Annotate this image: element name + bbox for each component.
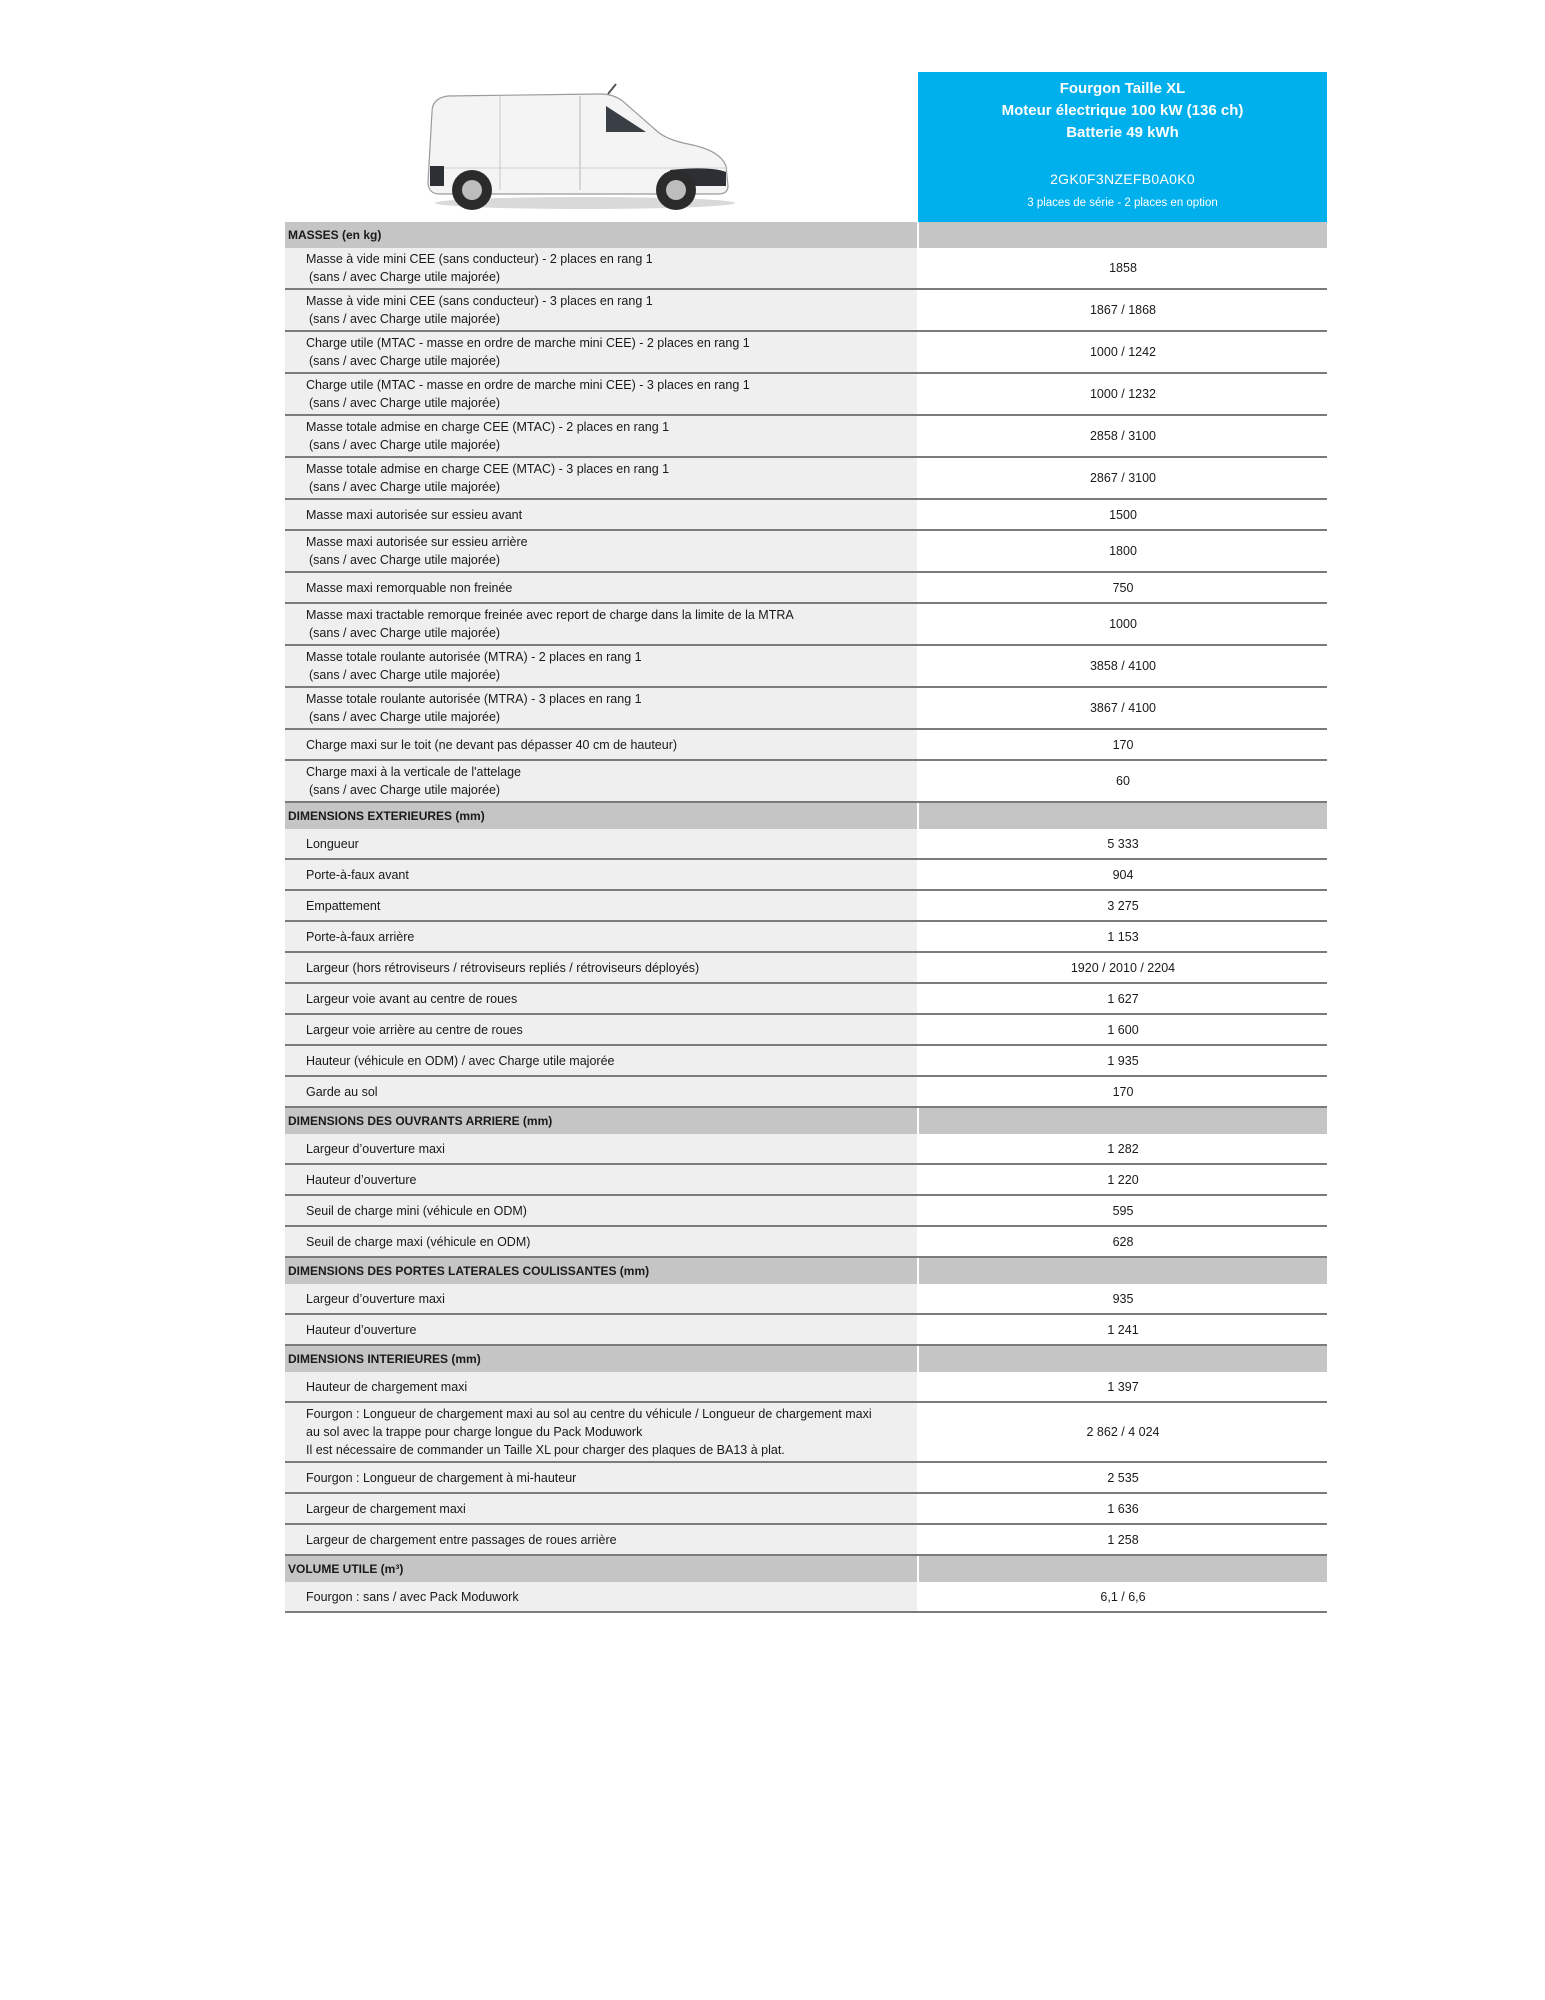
spec-value: 1 636 [918, 1493, 1327, 1524]
spec-row [285, 572, 1327, 603]
spec-value: 1867 / 1868 [918, 289, 1327, 331]
section-header [285, 1257, 1327, 1284]
version-title: Fourgon Taille XL [1059, 80, 1186, 97]
spec-value: 2867 / 3100 [918, 457, 1327, 499]
spec-row [285, 415, 1327, 457]
spec-row [285, 1226, 1327, 1257]
spec-label: Largeur voie arrière au centre de roues [306, 1022, 523, 1037]
spec-value: 935 [918, 1284, 1327, 1314]
spec-label: Masse totale roulante autorisée (MTRA) - 3 places en rang 1 [306, 692, 642, 706]
spec-row [285, 687, 1327, 729]
spec-label: Empattement [306, 898, 381, 913]
spec-label-cell [285, 687, 918, 729]
spec-label-cell [285, 921, 918, 952]
spec-label-cell [285, 1284, 918, 1314]
spec-label-cell [285, 373, 918, 415]
spec-label: Charge utile (MTAC - masse en ordre de marche mini CEE) - 2 places en rang 1 [306, 336, 750, 350]
spec-label-cell [285, 1164, 918, 1195]
spec-value: 1 282 [918, 1134, 1327, 1164]
spec-row [285, 1524, 1327, 1555]
spec-label-cell [285, 1045, 918, 1076]
section-value-cell [918, 802, 1327, 829]
spec-value: 3867 / 4100 [918, 687, 1327, 729]
spec-row [285, 1372, 1327, 1402]
spec-value: 60 [918, 760, 1327, 802]
spec-label: Largeur voie avant au centre de roues [306, 991, 518, 1006]
spec-row [285, 1195, 1327, 1226]
spec-label: Fourgon : Longueur de chargement maxi au sol au centre du véhicule / Longueur de chargement maxi [306, 1407, 872, 1421]
section-title: MASSES (en kg) [285, 222, 918, 248]
section-value-cell [918, 1345, 1327, 1372]
section-value-cell [918, 1107, 1327, 1134]
spec-row [285, 983, 1327, 1014]
spec-row [285, 645, 1327, 687]
spec-label-cell [285, 331, 918, 373]
spec-row [285, 499, 1327, 530]
spec-sublabel: (sans / avec Charge utile majorée) [309, 783, 501, 797]
version-header [918, 72, 1327, 222]
spec-sublabel: (sans / avec Charge utile majorée) [309, 710, 501, 724]
spec-label-cell [285, 1226, 918, 1257]
spec-value: 170 [918, 1076, 1327, 1107]
spec-table [285, 222, 1327, 1613]
spec-row [285, 1134, 1327, 1164]
spec-row [285, 952, 1327, 983]
spec-label: Fourgon : sans / avec Pack Moduwork [306, 1589, 519, 1604]
spec-value: 3 275 [918, 890, 1327, 921]
section-header [285, 1107, 1327, 1134]
spec-label: Hauteur (véhicule en ODM) / avec Charge utile majorée [306, 1053, 615, 1068]
section-header [285, 222, 1327, 248]
spec-value: 1000 / 1242 [918, 331, 1327, 373]
spec-sublabel: (sans / avec Charge utile majorée) [309, 438, 501, 452]
spec-label-cell [285, 603, 918, 645]
spec-label: Charge maxi à la verticale de l'attelage [306, 765, 522, 779]
section-header [285, 802, 1327, 829]
spec-row [285, 248, 1327, 289]
spec-value: 170 [918, 729, 1327, 760]
spec-value: 1800 [918, 530, 1327, 572]
spec-label-cell [285, 1372, 918, 1402]
spec-label: Porte-à-faux arrière [306, 929, 415, 944]
spec-value: 1 220 [918, 1164, 1327, 1195]
spec-row [285, 1582, 1327, 1612]
spec-value: 1 935 [918, 1045, 1327, 1076]
spec-row [285, 1014, 1327, 1045]
spec-row [285, 890, 1327, 921]
spec-label: Largeur de chargement maxi [306, 1501, 466, 1516]
spec-value: 2 535 [918, 1462, 1327, 1493]
spec-label-cell [285, 859, 918, 890]
spec-sublabel: (sans / avec Charge utile majorée) [309, 626, 501, 640]
spec-value: 1500 [918, 499, 1327, 530]
spec-row [285, 603, 1327, 645]
spec-label-cell [285, 1582, 918, 1612]
spec-sublabel: (sans / avec Charge utile majorée) [309, 668, 501, 682]
spec-label-cell [285, 1462, 918, 1493]
spec-label-cell [285, 1402, 918, 1462]
van-image-cell [285, 72, 918, 222]
spec-label: Masse maxi autorisée sur essieu arrière [306, 535, 528, 549]
spec-label: Largeur d’ouverture maxi [306, 1291, 445, 1306]
spec-row [285, 457, 1327, 499]
section-title: VOLUME UTILE (m³) [285, 1555, 918, 1582]
spec-row [285, 1314, 1327, 1345]
spec-label: Masse maxi tractable remorque freinée avec report de charge dans la limite de la MTRA [306, 608, 794, 622]
spec-label-cell [285, 645, 918, 687]
section-title: DIMENSIONS DES OUVRANTS ARRIERE (mm) [285, 1107, 918, 1134]
spec-value: 628 [918, 1226, 1327, 1257]
spec-value: 1 397 [918, 1372, 1327, 1402]
spec-row [285, 760, 1327, 802]
spec-row [285, 921, 1327, 952]
seats-note: 3 places de série - 2 places en option [1027, 197, 1218, 209]
spec-row [285, 1284, 1327, 1314]
spec-label-cell [285, 1493, 918, 1524]
spec-label-cell [285, 248, 918, 289]
spec-label: Masse totale roulante autorisée (MTRA) - 2 places en rang 1 [306, 650, 642, 664]
spec-value: 3858 / 4100 [918, 645, 1327, 687]
spec-value: 1 153 [918, 921, 1327, 952]
section-title: DIMENSIONS DES PORTES LATERALES COULISSANTES (mm) [285, 1257, 918, 1284]
spec-row [285, 1045, 1327, 1076]
spec-row [285, 1462, 1327, 1493]
spec-label: Charge maxi sur le toit (ne devant pas dépasser 40 cm de hauteur) [306, 737, 678, 752]
spec-value: 904 [918, 859, 1327, 890]
spec-label-line: au sol avec la trappe pour charge longue du Pack Moduwork [306, 1425, 643, 1439]
spec-sublabel: (sans / avec Charge utile majorée) [309, 312, 501, 326]
spec-label: Seuil de charge mini (véhicule en ODM) [306, 1203, 527, 1218]
spec-value: 1858 [918, 248, 1327, 289]
spec-sublabel: (sans / avec Charge utile majorée) [309, 480, 501, 494]
spec-row [285, 289, 1327, 331]
spec-label: Largeur d’ouverture maxi [306, 1141, 445, 1156]
spec-label-cell [285, 499, 918, 530]
spec-label-cell [285, 1524, 918, 1555]
spec-label-cell [285, 983, 918, 1014]
spec-label-cell [285, 1076, 918, 1107]
spec-row [285, 829, 1327, 859]
spec-label-cell [285, 829, 918, 859]
spec-label: Porte-à-faux avant [306, 867, 409, 882]
spec-value: 595 [918, 1195, 1327, 1226]
spec-label: Masse maxi autorisée sur essieu avant [306, 507, 523, 522]
spec-label-cell [285, 530, 918, 572]
spec-row [285, 1402, 1327, 1462]
spec-label: Masse à vide mini CEE (sans conducteur) - 3 places en rang 1 [306, 294, 653, 308]
spec-row [285, 1076, 1327, 1107]
spec-label-cell [285, 729, 918, 760]
spec-value: 1 600 [918, 1014, 1327, 1045]
section-value-cell [918, 222, 1327, 248]
spec-sublabel: (sans / avec Charge utile majorée) [309, 396, 501, 410]
spec-label: Largeur de chargement entre passages de roues arrière [306, 1532, 617, 1547]
spec-label-cell [285, 890, 918, 921]
spec-value: 750 [918, 572, 1327, 603]
spec-value: 1 258 [918, 1524, 1327, 1555]
spec-value: 1000 [918, 603, 1327, 645]
spec-label: Hauteur de chargement maxi [306, 1379, 468, 1394]
spec-label-cell [285, 1195, 918, 1226]
spec-value: 1 241 [918, 1314, 1327, 1345]
spec-sublabel: (sans / avec Charge utile majorée) [309, 354, 501, 368]
section-value-cell [918, 1257, 1327, 1284]
spec-label-cell [285, 572, 918, 603]
spec-row [285, 530, 1327, 572]
spec-row [285, 1164, 1327, 1195]
van-image [420, 82, 740, 214]
spec-label-cell [285, 289, 918, 331]
section-title: DIMENSIONS INTERIEURES (mm) [285, 1345, 918, 1372]
spec-value: 6,1 / 6,6 [918, 1582, 1327, 1612]
spec-label-line: Il est nécessaire de commander un Taille XL pour charger des plaques de BA13 à plat. [306, 1443, 785, 1457]
spec-row [285, 859, 1327, 890]
spec-label: Masse à vide mini CEE (sans conducteur) - 2 places en rang 1 [306, 252, 653, 266]
spec-sublabel: (sans / avec Charge utile majorée) [309, 553, 501, 567]
spec-value: 2 862 / 4 024 [918, 1402, 1327, 1462]
spec-row [285, 373, 1327, 415]
spec-label-cell [285, 457, 918, 499]
spec-label: Fourgon : Longueur de chargement à mi-hauteur [306, 1470, 577, 1485]
spec-label-cell [285, 952, 918, 983]
spec-value: 2858 / 3100 [918, 415, 1327, 457]
spec-label-cell [285, 1134, 918, 1164]
spec-label: Hauteur d’ouverture [306, 1172, 417, 1187]
spec-sheet [285, 72, 1327, 1613]
spec-value: 5 333 [918, 829, 1327, 859]
spec-label-cell [285, 1014, 918, 1045]
spec-label: Seuil de charge maxi (véhicule en ODM) [306, 1234, 531, 1249]
section-value-cell [918, 1555, 1327, 1582]
spec-label: Hauteur d’ouverture [306, 1322, 417, 1337]
spec-label: Masse totale admise en charge CEE (MTAC) - 3 places en rang 1 [306, 462, 670, 476]
sheet-header [285, 72, 1327, 222]
spec-value: 1 627 [918, 983, 1327, 1014]
spec-label-cell [285, 1314, 918, 1345]
version-code: 2GK0F3NZEFB0A0K0 [1050, 171, 1195, 187]
spec-label: Longueur [306, 836, 359, 851]
spec-label: Garde au sol [306, 1084, 378, 1099]
spec-value: 1000 / 1232 [918, 373, 1327, 415]
spec-label: Largeur (hors rétroviseurs / rétroviseurs repliés / rétroviseurs déployés) [306, 960, 700, 975]
spec-row [285, 1493, 1327, 1524]
section-header [285, 1555, 1327, 1582]
spec-row [285, 331, 1327, 373]
section-header [285, 1345, 1327, 1372]
spec-label: Charge utile (MTAC - masse en ordre de marche mini CEE) - 3 places en rang 1 [306, 378, 750, 392]
section-title: DIMENSIONS EXTERIEURES (mm) [285, 802, 918, 829]
spec-value: 1920 / 2010 / 2204 [918, 952, 1327, 983]
spec-label: Masse totale admise en charge CEE (MTAC) - 2 places en rang 1 [306, 420, 670, 434]
spec-label: Masse maxi remorquable non freinée [306, 580, 513, 595]
motor-line: Moteur électrique 100 kW (136 ch) [1001, 102, 1244, 119]
battery-line: Batterie 49 kWh [1066, 124, 1179, 141]
spec-row [285, 729, 1327, 760]
spec-sublabel: (sans / avec Charge utile majorée) [309, 270, 501, 284]
spec-label-cell [285, 415, 918, 457]
spec-label-cell [285, 760, 918, 802]
